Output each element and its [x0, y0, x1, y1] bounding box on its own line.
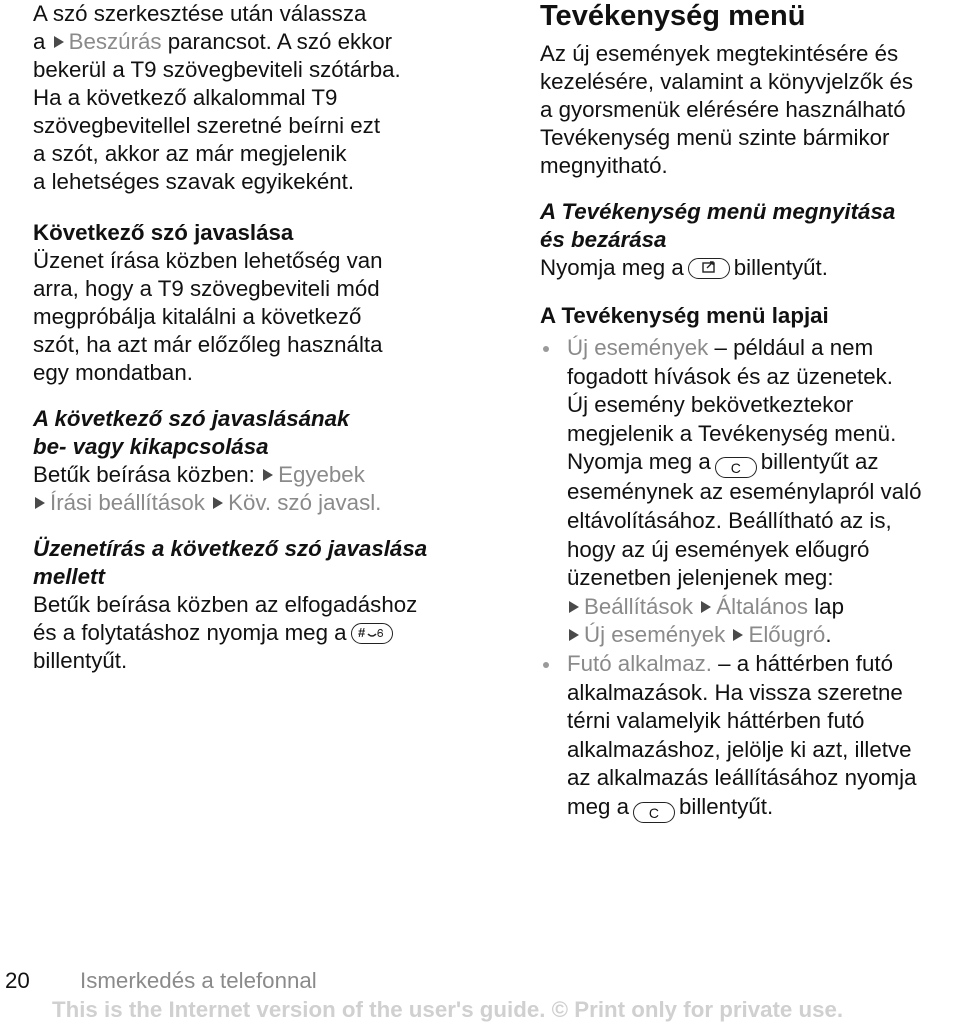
left-column: [33, 0, 473, 675]
menu-item-next-word: Köv. szó javasl.: [228, 490, 382, 515]
activity-key-icon: [688, 258, 730, 279]
body-line: [33, 489, 473, 517]
body-line: Üzenet írása közben lehetőség van: [33, 248, 383, 273]
subsection-heading: be- vagy kikapcsolása: [33, 434, 269, 459]
body-line: arra, hogy a T9 szövegbeviteli mód: [33, 276, 380, 301]
body-line: a gyorsmenük elérésére használható: [540, 97, 906, 122]
section-name: Ismerkedés a telefonnal: [80, 968, 317, 993]
menu-arrow-icon: [701, 601, 711, 613]
body-line: Betűk beírása közben: Egyebek: [33, 462, 365, 487]
menu-arrow-icon: [733, 629, 743, 641]
intro-line: a szót, akkor az már megjelenik: [33, 141, 347, 166]
menu-item-writing-settings: Írási beállítások: [50, 490, 205, 515]
body-line: megpróbálja kitalálni a következő: [33, 304, 362, 329]
subsection-heading: A Tevékenység menü megnyitása: [540, 199, 896, 224]
section-heading: Következő szó javaslása: [33, 220, 294, 245]
c-key-icon: C: [715, 457, 757, 478]
svg-text:#: #: [357, 625, 365, 640]
list-item-new-events: Új események – például a nem fogadott hívások és az üzenetek. Új esemény bekövetkeztekor megjelenik a Tevékenység menü. Nyomja meg a C billentyűt az eseménynek az eseménylapról való eltávolításához. Beállítható az is, hogy az új események előugró üzenetben jelenjenek meg: Beállítások Általános lap Új események Előugró.: [540, 334, 960, 650]
bullet-icon: [543, 662, 549, 668]
tab-list: [540, 334, 960, 823]
intro-line: a lehetséges szavak egyikeként.: [33, 169, 355, 194]
subsection-heading: A következő szó javaslásának: [33, 406, 350, 431]
page-title: Tevékenység menü: [540, 0, 806, 32]
intro-line: Ha a következő alkalommal T9: [33, 85, 338, 110]
body-line: kezelésére, valamint a könyvjelzők és: [540, 69, 914, 94]
menu-item-insert: Beszúrás: [68, 29, 162, 54]
body-line: Nyomja meg a billentyűt.: [540, 255, 828, 280]
intro-line: A szó szerkesztése után válassza: [33, 1, 367, 26]
subsection-heading: mellett: [33, 564, 105, 589]
intro-line: bekerül a T9 szövegbeviteli szótárba.: [33, 57, 401, 82]
disclaimer: This is the Internet version of the user's guide. © Print only for private use.: [52, 997, 844, 1022]
svg-text:Ꮾ: Ꮾ: [376, 628, 384, 640]
hash-key-icon: [351, 623, 393, 644]
bullet-icon: [543, 346, 549, 352]
list-item-running-apps: Futó alkalmaz. – a háttérben futó alkalmazások. Ha vissza szeretne térni valamelyik háttérben futó alkalmazáshoz, jelölje ki azt, illetve az alkalmazás leállításához nyomja meg a C billentyűt.: [540, 650, 960, 823]
body-line: és a folytatáshoz nyomja meg a # Ꮾ: [33, 619, 473, 647]
menu-arrow-icon: [263, 469, 273, 481]
intro-line: a Beszúrás parancsot. A szó ekkor: [33, 29, 393, 54]
intro-line: szövegbevitellel szeretné beírni ezt: [33, 113, 381, 138]
c-key-icon: C: [633, 802, 675, 823]
page-number: 20: [5, 968, 30, 993]
body-line: megnyitható.: [540, 153, 668, 178]
menu-arrow-icon: [54, 36, 64, 48]
body-line: szót, ha azt már előzőleg használta: [33, 332, 383, 357]
menu-item-more: Egyebek: [278, 462, 365, 487]
menu-arrow-icon: [569, 601, 579, 613]
subsection-heading: és bezárása: [540, 227, 667, 252]
body-line: Tevékenység menü szinte bármikor: [540, 125, 890, 150]
body-line: Az új események megtekintésére és: [540, 41, 899, 66]
body-line: Betűk beírása közben az elfogadáshoz: [33, 592, 418, 617]
section-heading: A Tevékenység menü lapjai: [540, 303, 829, 328]
menu-arrow-icon: [569, 629, 579, 641]
subsection-heading: Üzenetírás a következő szó javaslása: [33, 536, 428, 561]
body-line: billentyűt.: [33, 648, 128, 673]
body-line: egy mondatban.: [33, 360, 193, 385]
menu-arrow-icon: [213, 497, 223, 509]
menu-arrow-icon: [35, 497, 45, 509]
right-column: [540, 0, 960, 823]
